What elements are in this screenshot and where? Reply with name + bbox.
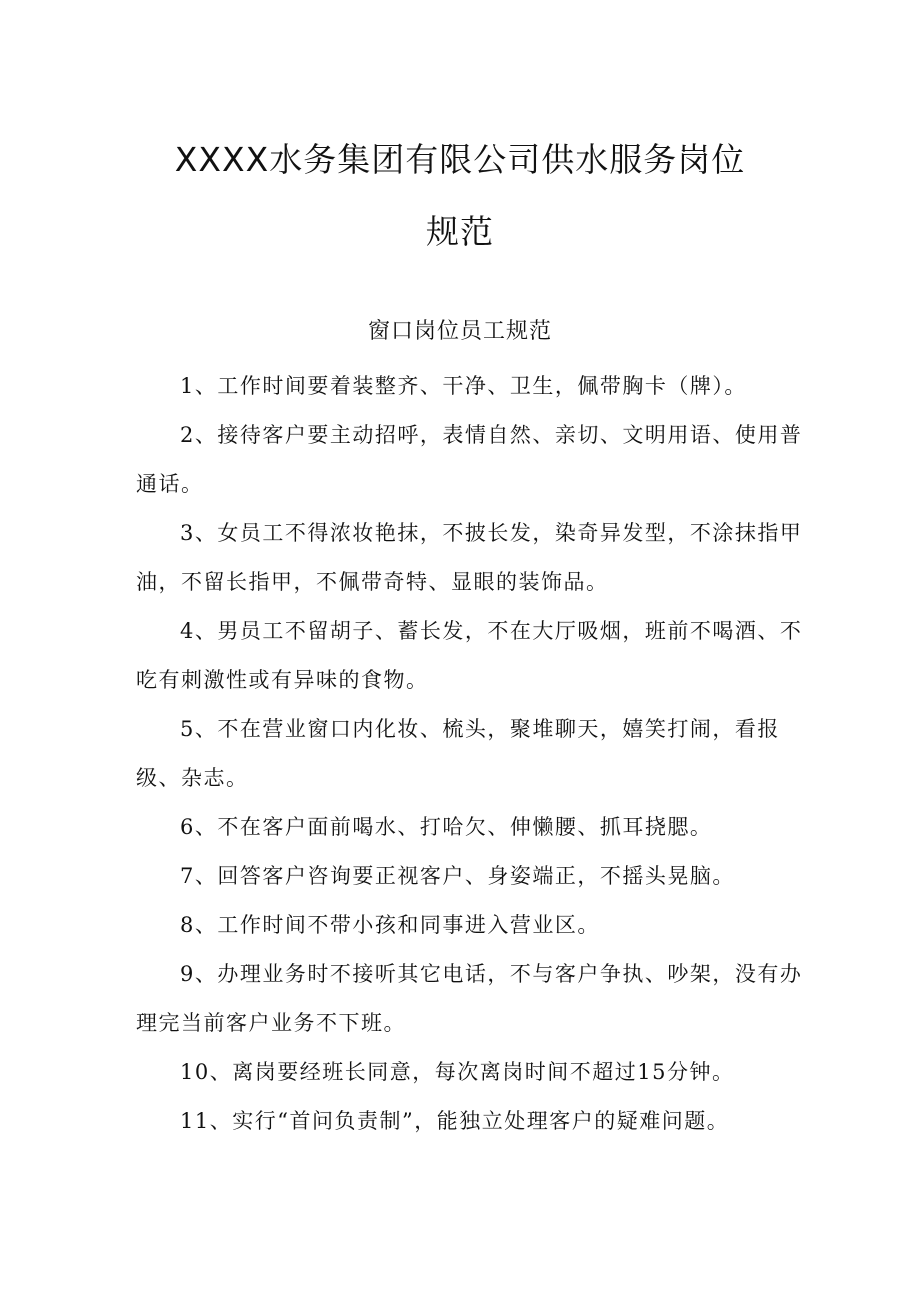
rule-item: 9、办理业务时不接听其它电话，不与客户争执、吵架，没有办理完当前客户业务不下班。	[136, 962, 803, 1035]
document-title-line-2: 规范	[426, 212, 494, 251]
document-title-line-1: XXXX水务集团有限公司供水服务岗位	[174, 140, 746, 179]
rule-item: 7、回答客户咨询要正视客户、身姿端正，不摇头晃脑。	[180, 864, 735, 888]
rule-item: 10、离岗要经班长同意，每次离岗时间不超过15分钟。	[180, 1060, 735, 1084]
rule-item: 3、女员工不得浓妆艳抹，不披长发，染奇异发型，不涂抹指甲油，不留长指甲，不佩带奇特、显眼的装饰品。	[136, 521, 803, 594]
section-heading: 窗口岗位员工规范	[367, 319, 552, 344]
rule-item: 6、不在客户面前喝水、打哈欠、伸懒腰、抓耳挠腮。	[180, 815, 713, 839]
rule-item: 1、工作时间要着装整齐、干净、卫生，佩带胸卡（牌）。	[180, 374, 747, 398]
rule-item: 8、工作时间不带小孩和同事进入营业区。	[180, 913, 600, 937]
rule-item: 5、不在营业窗口内化妆、梳头，聚堆聊天，嬉笑打闹，看报级、杂志。	[136, 717, 780, 790]
rules-list	[136, 362, 816, 1146]
rule-item: 4、男员工不留胡子、蓄长发，不在大厅吸烟，班前不喝酒、不吃有刺激性或有异味的食物。	[136, 619, 803, 692]
rule-item: 11、实行“首问负责制”，能独立处理客户的疑难问题。	[180, 1109, 730, 1133]
rule-item: 2、接待客户要主动招呼，表情自然、亲切、文明用语、使用普通话。	[136, 423, 803, 496]
